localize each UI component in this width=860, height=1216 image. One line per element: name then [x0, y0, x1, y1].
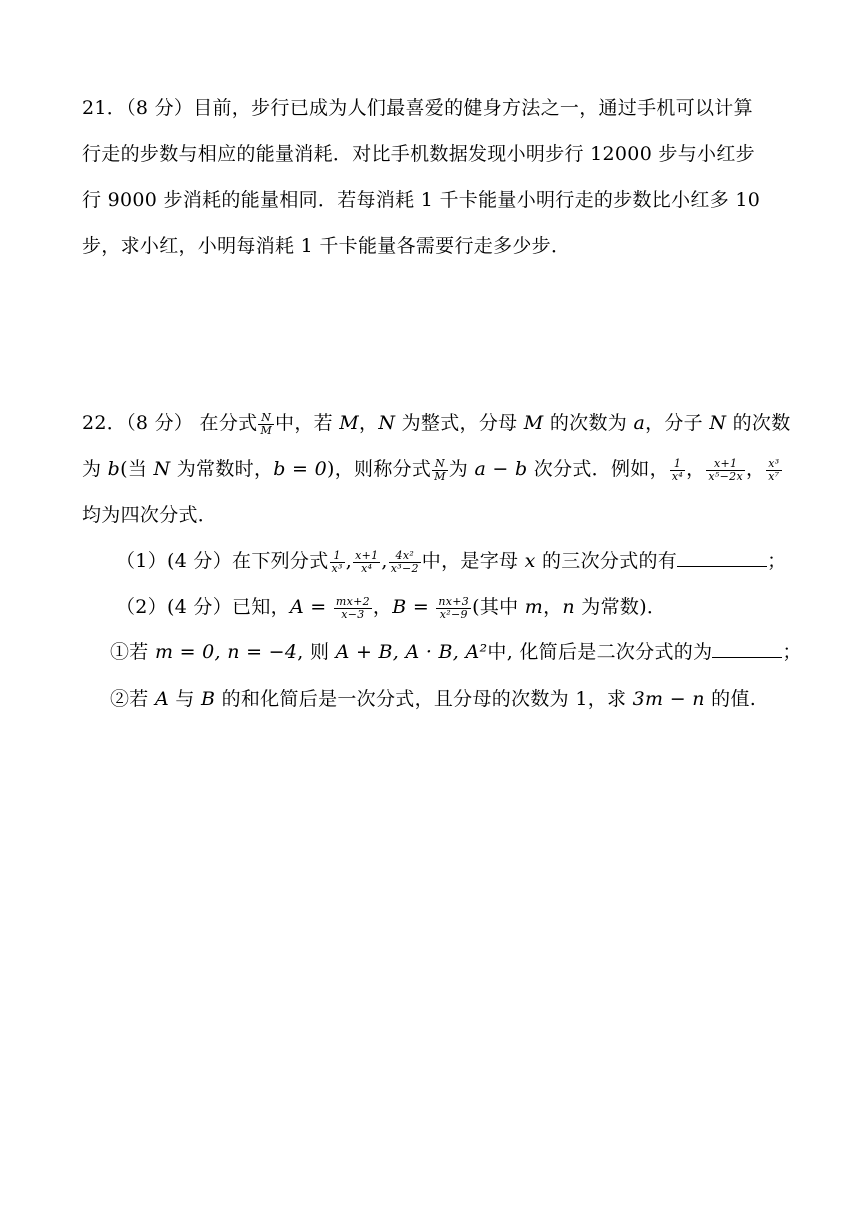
answer-blank-2[interactable]: [712, 639, 782, 658]
answer-blank-1[interactable]: [677, 548, 767, 567]
example-fraction-1: $\frac{1}{\text{x⁴}}$: [671, 456, 684, 483]
q22-condition-1: ①若 m = 0, n = −4, 则 A + B, A · B, A²中, 化简后是二次分式的为 ；: [110, 641, 802, 663]
q22-line-1: 22．（8 分） 在分式 $\frac{N}{M}$ 中，若 M，N 为整式，分母 M 的次数为 a，分子 N 的次数: [82, 410, 791, 437]
q22-intro: 22．（8 分） 在分式: [82, 412, 258, 434]
option-fraction-1: $\frac{1}{\text{x³}}$: [331, 548, 343, 575]
q22-part-2: （2）(4 分）已知，A = $\frac{mx+2}{x-3}$ ，B = $\frac{nx+3}{\text{x²−9}}$ (其中 m，n 为常数)．: [116, 594, 667, 621]
fraction-b: $\frac{nx+3}{\text{x²−9}}$: [438, 594, 470, 621]
q21-line-4: 步，求小红，小明每消耗 1 千卡能量各需要行走多少步．: [82, 235, 571, 257]
q22-part-1: （1）(4 分）在下列分式 $\frac{1}{\text{x³}}$ , $\frac{x+1}{\text{x⁴}}$ , $\frac{\text{4x²}}{\text{x³−2}}$ 中，是字母 x 的三次分式的有 ；: [116, 548, 787, 575]
q22-condition-2: ②若 A 与 B 的和化简后是一次分式，且分母的次数为 1，求 3m − n 的值.: [110, 688, 757, 710]
q21-line-2: 行走的步数与相应的能量消耗．对比手机数据发现小明步行 12000 步与小红步: [82, 143, 755, 165]
option-fraction-2: $\frac{x+1}{\text{x⁴}}$: [355, 548, 379, 575]
example-fraction-2: $\frac{x+1}{\text{x⁵−2x}}$: [708, 456, 743, 483]
q22-line-2: 为 b(当 N 为常数时，b = 0)，则称分式 $\frac{N}{M}$ 为 a − b 次分式．例如， $\frac{1}{\text{x⁴}}$ ， $\frac{x+1}{\text{x⁵−2x}}$ ， $\frac{\text{x³}}{\text{x⁷}}$: [82, 456, 780, 483]
fraction-n-over-m: $\frac{N}{M}$: [434, 456, 446, 483]
fraction-n-over-m: $\frac{N}{M}$: [260, 410, 273, 437]
q22-line-3: 均为四次分式．: [82, 504, 218, 526]
fraction-a: $\frac{mx+2}{x-3}$: [335, 594, 370, 621]
option-fraction-3: $\frac{\text{4x²}}{\text{x³−2}}$: [390, 548, 419, 575]
q21-line-1: 21．（8 分）目前，步行已成为人们最喜爱的健身方法之一，通过手机可以计算: [82, 97, 753, 119]
example-fraction-3: $\frac{\text{x³}}{\text{x⁷}}$: [768, 456, 780, 483]
q21-line-3: 行 9000 步消耗的能量相同．若每消耗 1 千卡能量小明行走的步数比小红多 10: [82, 189, 761, 211]
